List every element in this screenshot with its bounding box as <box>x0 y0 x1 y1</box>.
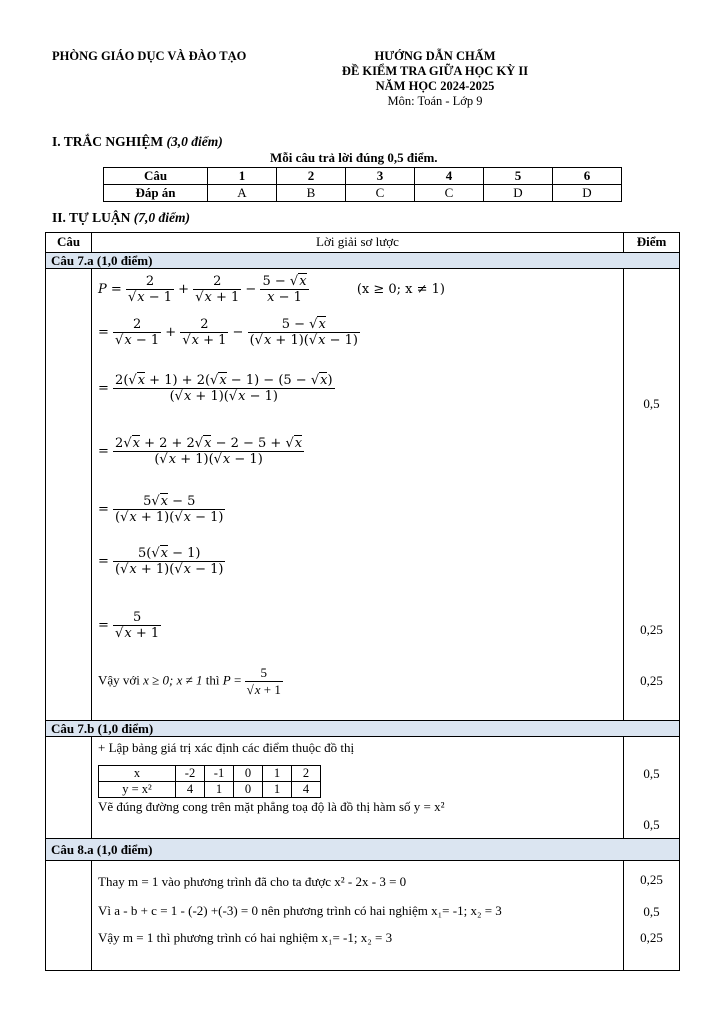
expression-step-1: P = $\frac{2}{√x - 1}$ + $\frac{2}{√x + 1}$ − $\frac{5 - √x}{x - 1}$ (x ≥ 0; x ≠ 1) <box>98 274 445 305</box>
question-number: 1 <box>208 168 277 185</box>
question-number: 4 <box>415 168 484 185</box>
answer-key-answer-row <box>104 185 622 202</box>
question-number: 3 <box>346 168 415 185</box>
title-line-1: HƯỚNG DẪN CHẤM <box>374 49 496 63</box>
question-number: 2 <box>277 168 346 185</box>
row-label-question: Câu <box>104 168 208 185</box>
conclusion-mid: thì <box>205 672 220 688</box>
part1-heading <box>52 134 223 150</box>
y-value: 0 <box>234 782 263 798</box>
divider <box>91 233 92 252</box>
answer-cell: B <box>277 185 346 202</box>
score-q7b-2: 0,5 <box>643 817 660 832</box>
answer-cell: C <box>346 185 415 202</box>
value-table-y-row <box>99 782 321 798</box>
divider <box>623 269 624 720</box>
divider <box>623 233 624 252</box>
answer-cell: D <box>553 185 622 202</box>
document-title-block <box>300 49 570 109</box>
q7b-line-1: + Lập bảng giá trị xác định các điểm thuộc đồ thị <box>98 740 355 755</box>
score-q8a-1: 0,25 <box>640 872 663 887</box>
value-table-x-row <box>99 766 321 782</box>
expression-step-4: = $\frac{2√x + 2 + 2√x - 2 - 5 + √x}{(√x + 1)(√x - 1)}$ <box>98 436 303 467</box>
y-value: 1 <box>263 782 292 798</box>
part1-points: (3,0 điểm) <box>166 134 223 149</box>
q7b-title: Câu 7.b (1,0 điểm) <box>46 720 679 737</box>
conclusion-condition: x ≥ 0; x ≠ 1 <box>143 672 203 688</box>
q8a-line-3: Vậy m = 1 thì phương trình có hai nghiệm x₁= -1; x₂ = 3 <box>98 930 393 945</box>
answer-key-header-row <box>104 168 622 185</box>
x-value: 1 <box>263 766 292 782</box>
answer-cell: A <box>208 185 277 202</box>
subject-line: Môn: Toán - Lớp 9 <box>387 94 483 108</box>
q8a-line-1: Thay m = 1 vào phương trình đã cho ta được x² - 2x - 3 = 0 <box>98 874 407 889</box>
expression-step-3: = $\frac{2(√x + 1) + 2(√x - 1) - (5 - √x)}{(√x + 1)(√x - 1)}$ <box>98 373 333 404</box>
q8a-title: Câu 8.a (1,0 điểm) <box>46 838 679 861</box>
y-label: y = x² <box>99 782 176 798</box>
expression-step-7: = $\frac{5}{√x + 1}$ <box>98 610 160 641</box>
score-q8a-3: 0,25 <box>640 930 663 945</box>
part1-title: I. TRẮC NGHIỆM <box>52 134 164 149</box>
question-number: 5 <box>484 168 553 185</box>
part2-heading <box>52 210 190 226</box>
col-header-question: Câu <box>56 234 81 249</box>
answer-key-table <box>103 167 622 202</box>
y-value: 4 <box>292 782 321 798</box>
divider <box>91 737 92 838</box>
score-q8a-2: 0,5 <box>643 904 660 919</box>
expression-step-6: = $\frac{5(√x - 1)}{(√x + 1)(√x - 1)}$ <box>98 546 224 577</box>
x-value: 2 <box>292 766 321 782</box>
divider <box>91 860 92 970</box>
question-number: 6 <box>553 168 622 185</box>
title-line-3: NĂM HỌC 2024-2025 <box>375 79 495 93</box>
x-value: 0 <box>234 766 263 782</box>
score-q7b-1: 0,5 <box>643 766 660 781</box>
x-value: -1 <box>205 766 234 782</box>
y-value: 4 <box>176 782 205 798</box>
domain-condition: (x ≥ 0; x ≠ 1) <box>356 282 445 297</box>
row-label-answer: Đáp án <box>104 185 208 202</box>
col-header-score: Điểm <box>636 234 667 249</box>
title-line-2: ĐỀ KIỂM TRA GIỮA HỌC KỲ II <box>341 64 529 78</box>
col-header-solution: Lời giải sơ lược <box>316 234 399 249</box>
score-q7a-1: 0,5 <box>643 396 660 411</box>
q7a-title: Câu 7.a (1,0 điểm) <box>46 252 679 269</box>
part2-points: (7,0 điểm) <box>133 210 191 225</box>
part2-title: II. TỰ LUẬN <box>52 210 131 225</box>
score-q7a-2: 0,25 <box>640 622 663 637</box>
q8a-line-2: Vì a - b + c = 1 - (-2) +(-3) = 0 nên phương trình có hai nghiệm x₁= -1; x₂ = 3 <box>98 903 502 918</box>
y-value: 1 <box>205 782 234 798</box>
score-q7a-3: 0,25 <box>640 673 663 688</box>
x-value: -2 <box>176 766 205 782</box>
expression-step-2: = $\frac{2}{√x - 1}$ + $\frac{2}{√x + 1}$ − $\frac{5 - √x}{(√x + 1)(√x - 1)}$ <box>98 317 358 348</box>
part1-note: Mỗi câu trả lời đúng 0,5 điểm. <box>270 150 438 165</box>
answer-cell: D <box>484 185 553 202</box>
q7b-line-2: Vẽ đúng đường cong trên mặt phẳng toạ độ là đồ thị hàm số y = x² <box>98 799 445 814</box>
conclusion-prefix: Vậy với <box>98 672 140 688</box>
answer-cell: C <box>415 185 484 202</box>
value-table <box>98 765 321 798</box>
q7a-conclusion: Vậy với x ≥ 0; x ≠ 1 thì P = $\frac{5}{√x + 1}$ <box>98 665 281 697</box>
solution-table <box>45 232 680 971</box>
x-label: x <box>99 766 176 782</box>
expression-step-5: = $\frac{5√x - 5}{(√x + 1)(√x - 1)}$ <box>98 494 224 525</box>
divider <box>91 269 92 720</box>
department-name: PHÒNG GIÁO DỤC VÀ ĐÀO TẠO <box>52 49 247 63</box>
